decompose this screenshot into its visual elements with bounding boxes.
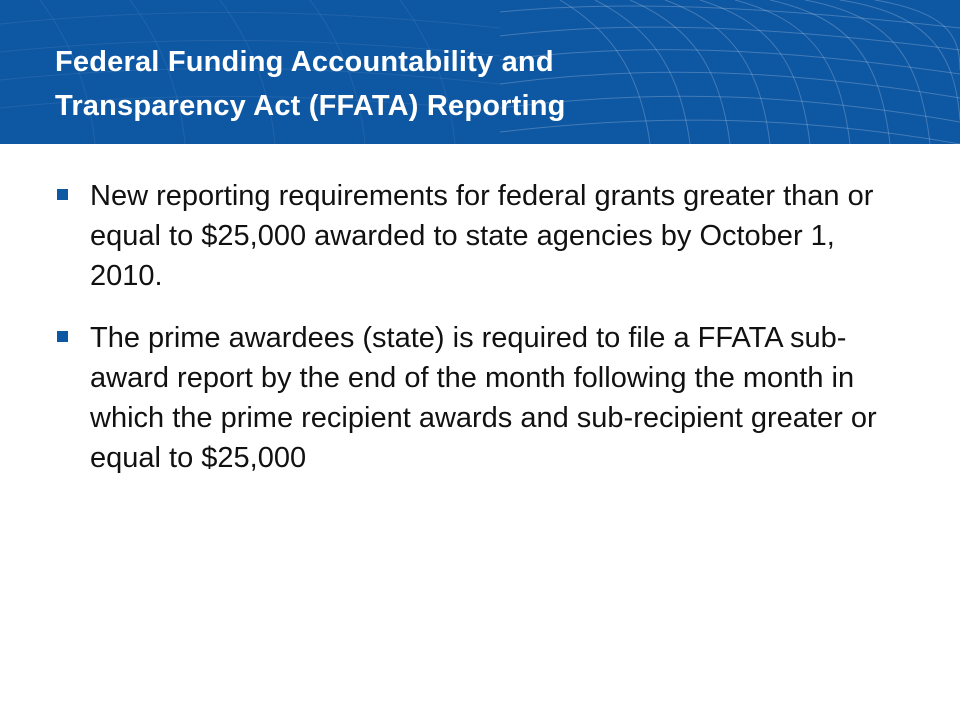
title-banner	[0, 0, 960, 144]
bullet-item-reporting-requirements	[55, 176, 905, 296]
square-bullet-icon	[57, 331, 68, 342]
square-bullet-icon	[57, 189, 68, 200]
slide-title	[55, 40, 915, 128]
bullet-text-sub-award-report: The prime awardees (state) is required to file a FFATA sub-award report by the end of the month following the month in which the prime recipient awards and sub-recipient greater or equal to $25,000	[90, 322, 877, 474]
slide-title-line-1: Federal Funding Accountability and	[55, 46, 554, 78]
slide-title-line-2: Transparency Act (FFATA) Reporting	[55, 90, 566, 122]
bullet-list	[55, 176, 905, 500]
bullet-item-sub-award-report	[55, 318, 905, 478]
bullet-text-reporting-requirements: New reporting requirements for federal grants greater than or equal to $25,000 awarded to state agencies by October 1, 2010.	[90, 180, 874, 292]
